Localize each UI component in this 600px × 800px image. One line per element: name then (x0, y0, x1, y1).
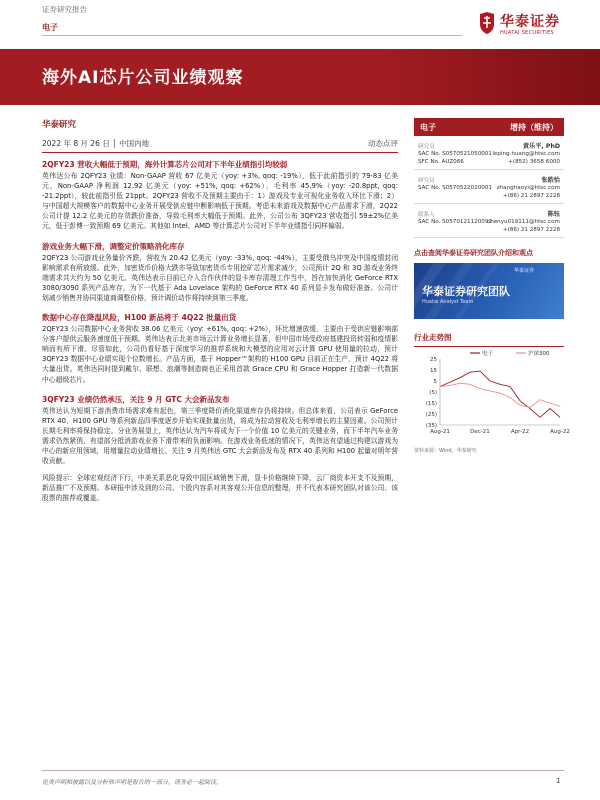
y-tick-label: (5) (429, 390, 437, 396)
logo-text-en: HUATAI SECURITIES (500, 30, 554, 36)
analyst-sac: SAC No. S0570521050001 (418, 151, 492, 157)
analyst-phone: +(86) 21 2897 2228 (502, 193, 560, 199)
team-promo-banner[interactable] (414, 263, 564, 319)
report-type: 动态点评 (368, 139, 398, 148)
analyst-card (414, 204, 564, 238)
trend-divider (414, 346, 564, 347)
y-tick-label: (15) (425, 401, 437, 407)
analyst-email[interactable]: zhanghaoyi@htsc.com (496, 185, 560, 191)
analyst-sac: SAC No. S0570522020001 (418, 185, 492, 191)
y-tick-label: 25 (430, 357, 437, 363)
section-body: 2QFY23 公司游戏业务量价齐跌，营收为 20.42 亿美元（yoy: -33%, qoq: -44%），主要受俄乌冲突及中国疫情封闭影响需求有所放缓。此外，加密货币价格大跌亦导致加密货币专用挖矿芯片需求减少，公司预计 2Q 和 3Q 游戏业务终端需求共大约为 50 亿美元。英伟达表示目前已介入合作伙伴的显卡库存清理工作当中，旨在加快消化 GeForce RTX 3080/3090 系列产品库存，为下一代基于 Ada Lovelace 架构的 GeForce RTX 40 系列显卡发布做好准备。公司计划减少销售并协同渠道商调整价格，预计调价动作将持续到第三季度。 (42, 253, 398, 302)
sector-tag: 电子 (42, 23, 58, 32)
rating-sector: 电子 (420, 123, 436, 132)
industry-trend-chart (414, 349, 570, 439)
y-tick-label: 15 (430, 368, 437, 374)
header-divider (42, 35, 462, 36)
risk-disclosure: 风险提示：全球宏观经济下行，中美关系恶化导致中国区域销售下滑，显卡价格继续下降，云厂商资本开支不及预期，新品推广不及预期。本研报中涉及到的公司、个股内容系对其客观公开信息的整理，并不代表本研究团队对该公司、该股票的推荐或覆盖。 (42, 474, 398, 503)
trend-chart-svg (414, 349, 570, 439)
analyst-phone: +(852) 3658 6000 (508, 159, 560, 165)
footer-divider (42, 770, 564, 771)
chart-source: 资料来源：Wind，华泰研究 (414, 448, 477, 454)
x-tick-label: Aug-21 (430, 429, 450, 435)
trend-heading: 行业走势图 (414, 333, 452, 342)
main-content (42, 118, 398, 503)
y-tick-label: (25) (425, 412, 437, 418)
promo-logo: 华泰证券 (514, 268, 535, 274)
section-heading: 数据中心存在降温风险，H100 新品将于 4Q22 批量出货 (42, 313, 237, 323)
section-body: 2QFY23 公司数据中心业务营收 38.06 亿美元（yoy: +61%, qoq: +2%），环比增速放缓，主要由于受供应链影响部分客户提供云服务速度低于预期。英伟达表示北美市场云计算业务增长显著，但中国市场受政府基建投资转弱和疫情影响而有所下滑。尽管如此，公司仍看好基于深度学习的推荐系统和大模型的应用对云计算 GPU 使用量的拉动，预计 3QFY23 数据中心业绩实现个位数增长。产品方面，基于 Hopper™架构的 H100 GPU 目前正在生产，预计 4Q22 将大量出货。英伟达同时提到戴尔、联想、浪潮等制造商也正采用首款 Grace CPU 和 Grace Hopper 打造新一代数据中心超级芯片。 (42, 325, 398, 384)
promo-subtitle: Huatai Analyst Team (422, 299, 474, 305)
promo-title: 华泰证券研究团队 (422, 285, 510, 298)
x-tick-label: Aug-22 (550, 429, 570, 435)
analyst-phone: +(86) 21 2897 2228 (502, 227, 560, 233)
analyst-email[interactable]: leping.huang@htsc.com (492, 151, 560, 157)
org-name: 华泰研究 (42, 120, 77, 130)
analyst-card (414, 170, 564, 204)
logo-text-cn: 华泰证券 (500, 14, 560, 30)
x-tick-label: Dec-21 (470, 429, 490, 435)
page-number: 1 (556, 777, 561, 785)
analyst-sfc: SFC No. AUZ066 (418, 159, 464, 165)
legend-label: 沪深300 (528, 351, 550, 357)
analyst-name: 张皓怡 (541, 177, 560, 184)
analyst-role: 研究员 (418, 178, 435, 184)
section-body: 英伟达公布 2QFY23 业绩：Non-GAAP 营收 67 亿美元（yoy: +3%, qoq: -19%），低于此前指引的 79-83 亿美元，Non-GAAP 净利润 12.92 亿美元（yoy: +51%, qoq: +62%），毛利率 45.9%（yoy: -20.8ppt, qoq: -21.2ppt），较此前指引低 21ppt。2QFY23 营收不及预期主要由于：1）游戏及专业可视化业务收入环比下滑；2）与中国超大规模客户的数据中心业务开展受供应链中断影响低于预期。考虑未来游戏及数据中心产品需求下滑，2Q22 公司计提 12.2 亿美元的存货跌价准备，导致毛利率大幅低于预期。此外，公司公布 3QFY23 营收指引 59±2%亿美元，低于彭博一致预期 69 亿美元。其他如 Intel、AMD 等计算芯片公司对下半年业绩指引同样偏弱。 (42, 172, 398, 231)
meta-row (42, 136, 398, 150)
logo-mark-icon (478, 12, 496, 34)
title-banner (0, 49, 600, 105)
team-intro-link[interactable]: 点击查阅华泰证券研究团队介绍和观点 (414, 249, 533, 257)
y-tick-label: 5 (433, 379, 437, 385)
sidebar (414, 118, 570, 454)
analyst-name: 黄乐平, PhD (522, 143, 560, 150)
x-tick-label: Apr-22 (510, 429, 530, 435)
legend-label: 电子 (482, 351, 494, 357)
analyst-role: 联系人 (418, 212, 435, 218)
analyst-email[interactable]: chenyu019111@htsc.com (487, 219, 560, 225)
section-heading: 2QFY23 营收大幅低于预期，海外计算芯片公司对下半年业绩指引均较弱 (42, 160, 288, 169)
brand-logo (478, 10, 586, 44)
section-body: 英伟达认为短期下游消费市场需求难有起色，第三季度降价消化渠道库存仍将持续。但总体来看，公司表示 GeForce RTX 40、H100 GPU 等系列新品四季度逐步开始实现批量出货，将成为拉动营收及毛利率增长的主要因素。公司预计长期毛利率将保持稳定。分业务展望上，英伟达认为汽车将成为下一个价值 10 亿美元的关键业务，而下半年汽车业务需求仍然紧俏，有望部分抵消游戏业务下滑带来的负面影响。在游戏业务低迷的情况下，英伟达有望通过构建以游戏为中心的新应用领域，用增量拉动业绩增长。关注 9 月英伟达 GTC 大会新品发布及 RTX 40 系列和 H100 起量对明年营收贡献。 (42, 406, 398, 466)
meta-divider (42, 152, 398, 153)
doc-type-label: 证券研究报告 (42, 5, 87, 14)
section-heading: 3QFY23 业绩仍然承压，关注 9 月 GTC 大会新品发布 (42, 394, 230, 404)
section-heading: 游戏业务大幅下滑，调整定价策略消化库存 (42, 241, 185, 251)
rating-value: 增持（维持） (510, 123, 558, 132)
report-date: 2022 年 8 月 26 日 │ 中国内地 (42, 139, 150, 148)
series-line-electronics (440, 371, 560, 417)
series-line-csi300 (440, 383, 560, 407)
rating-bar (414, 118, 564, 136)
footer-disclaimer: 免责声明和披露以及分析师声明是报告的一部分，请务必一起阅读。 (42, 779, 223, 786)
report-title: 海外AI芯片公司业绩观察 (42, 68, 244, 88)
analyst-name: 陈钰 (547, 211, 560, 218)
y-tick-label: (35) (425, 423, 437, 429)
analyst-sac: SAC No. S0570121120092 (418, 219, 492, 225)
analyst-role: 研究员 (418, 144, 435, 150)
analyst-card (414, 136, 564, 170)
